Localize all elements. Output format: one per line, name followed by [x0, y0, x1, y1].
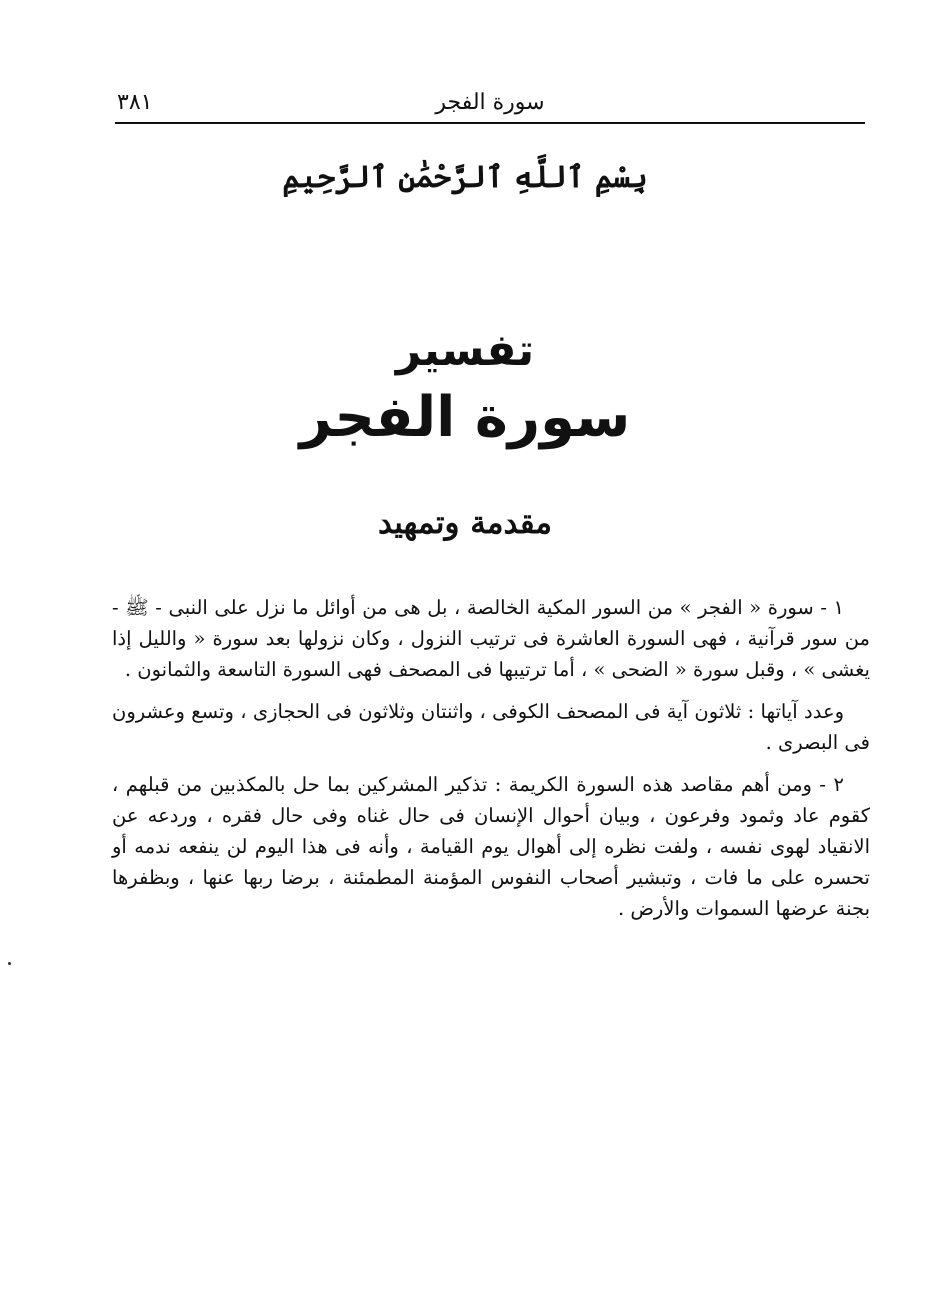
tafsir-heading: تفسير	[395, 325, 535, 376]
surah-title: سورة الفجر	[299, 385, 631, 450]
basmala: بِسْمِ ٱللَّهِ ٱلرَّحْمَٰنِ ٱلرَّحِيمِ	[282, 160, 648, 195]
paragraph-objectives: ٢ - ومن أهم مقاصد هذه السورة الكريمة : تذكير المشركين بما حل بالمكذبين من قبلهم ، كقوم عاد وثمود وفرعون ، وبيان أحوال الإنسان فى حال غناه وفى حال فقره ، وردعه عن الانقياد لهوى نفسه ، ولفت نظره إلى أهوال يوم القيامة ، وأنه فى هذا اليوم لن ينفعه ندمه أو تحسره على ما فات ، وتبشير أصحاب النفوس المؤمنة المطمئنة ، برضا ربها عنها ، وبظفرها بجنة عرضها السموات والأرض .	[112, 773, 870, 920]
running-title: سورة الفجر	[435, 90, 545, 115]
scan-speck	[8, 962, 11, 965]
page-number: ٣٨١	[117, 90, 153, 115]
section-heading: مقدمة وتمهيد	[377, 505, 552, 541]
paragraph-intro: ١ - سورة « الفجر » من السور المكية الخالصة ، بل هى من أوائل ما نزل على النبى - ﷺ - من سور قرآنية ، فهى السورة العاشرة فى ترتيب النزول ، وكان نزولها بعد سورة « والليل إذا يغشى » ، وقبل سورة « الضحى » ، أما ترتيبها فى المصحف فهى السورة التاسعة والثمانون .	[112, 596, 870, 681]
paragraph-verse-count: وعدد آياتها : ثلاثون آية فى المصحف الكوفى ، واثنتان وثلاثون فى الحجازى ، وتسع وعشرون فى البصرى .	[112, 700, 870, 754]
body-text	[112, 592, 870, 935]
running-header	[115, 86, 865, 124]
